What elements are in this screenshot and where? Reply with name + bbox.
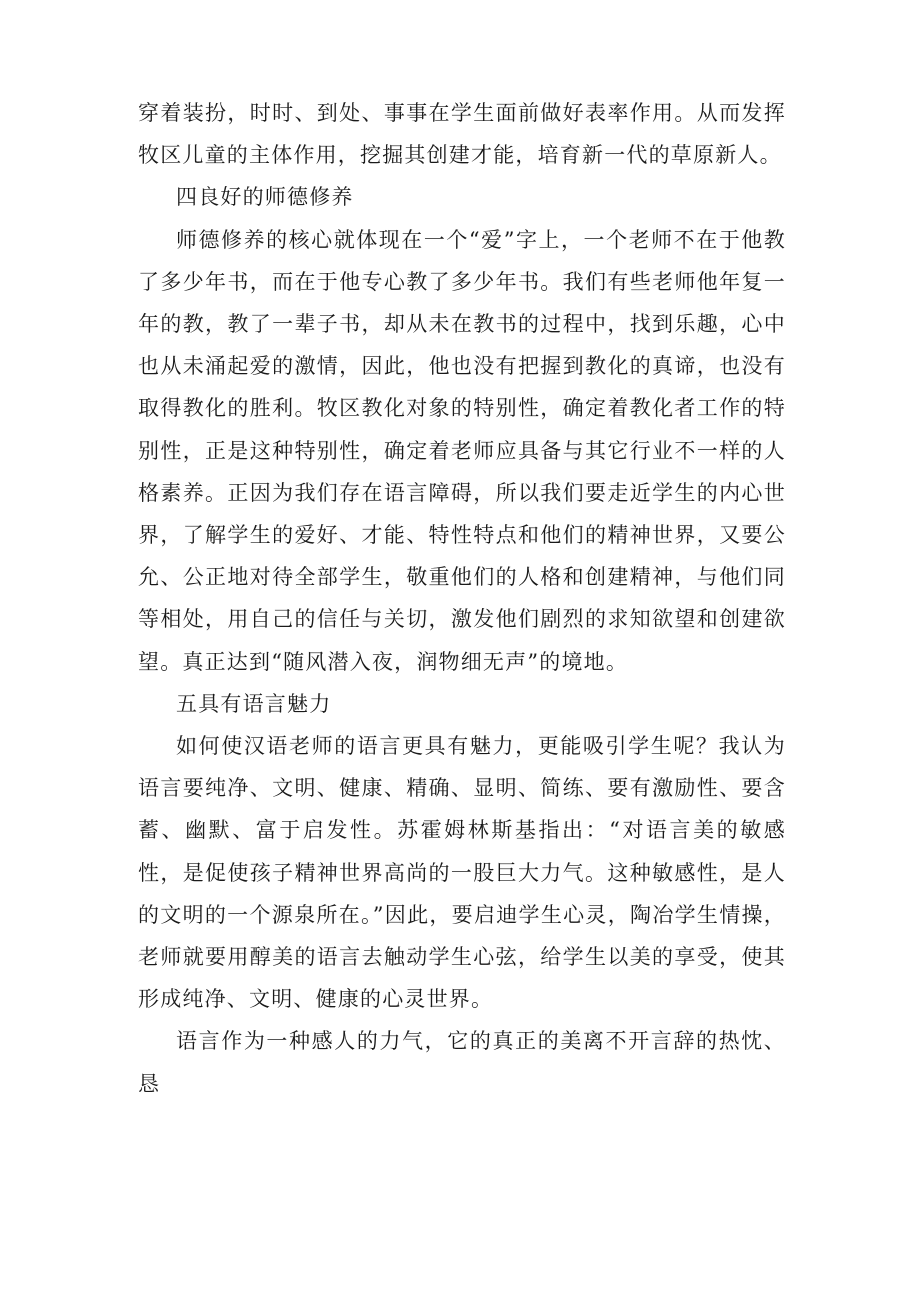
paragraph-teacher-ethics: 师德修养的核心就体现在一个“爱”字上，一个老师不在于他教了多少年书，而在于他专心教了多少年书。我们有些老师他年复一年的教，教了一辈子书，却从未在教书的过程中，找到乐趣，心中也从未涌起爱的激情，因此，他也没有把握到教化的真谛，也没有取得教化的胜利。牧区教化对象的特别性，确定着教化者工作的特别性，正是这种特别性，确定着老师应具备与其它行业不一样的人格素养。正因为我们存在语言障碍，所以我们要走近学生的内心世界，了解学生的爱好、才能、特性特点和他们的精神世界，又要公允、公正地对待全部学生，敬重他们的人格和创建精神，与他们同等相处，用自己的信任与关切，激发他们剧烈的求知欲望和创建欲望。真正达到“随风潜入夜，润物细无声”的境地。	[138, 227, 786, 674]
paragraph-language-power: 语言作为一种感人的力气，它的真正的美离不开言辞的热忱、恳	[138, 1029, 786, 1096]
paragraph-continued: 穿着装扮，时时、到处、事事在学生面前做好表率作用。从而发挥牧区儿童的主体作用，挖掘其创建才能，培育新一代的草原新人。	[138, 101, 786, 168]
section-heading-4: 四良好的师德修养	[176, 185, 354, 210]
document-body	[138, 92, 786, 1105]
paragraph-language-charm: 如何使汉语老师的语言更具有魅力，更能吸引学生呢？我认为语言要纯净、文明、健康、精确、显明、简练、要有激励性、要含蓄、幽默、富于启发性。苏霍姆林斯基指出：“对语言美的敏感性，是促使孩子精神世界高尚的一股巨大力气。这种敏感性，是人的文明的一个源泉所在。”因此，要启迪学生心灵，陶冶学生情操，老师就要用醇美的语言去触动学生心弦，给学生以美的享受，使其形成纯净、文明、健康的心灵世界。	[138, 734, 786, 1012]
section-heading-5: 五具有语言魅力	[176, 691, 332, 716]
